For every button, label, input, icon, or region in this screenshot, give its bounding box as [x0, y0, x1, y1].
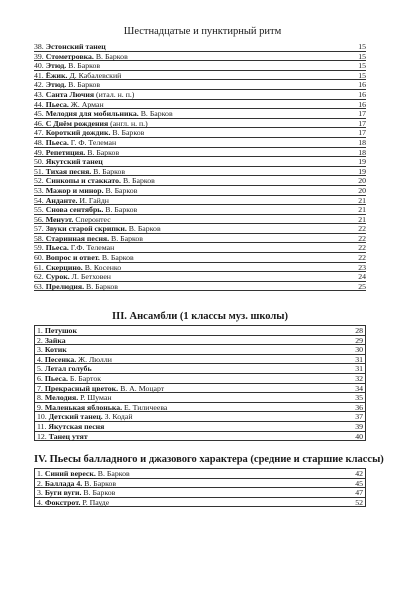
entry-number: 1. [37, 469, 43, 478]
entry-title: Мелодия. [44, 393, 79, 403]
entry-number: 57. [34, 224, 44, 234]
entry-number: 58. [34, 233, 44, 243]
toc-entry [34, 488, 366, 498]
toc-entry [34, 412, 366, 422]
entry-page-number: 20 [358, 176, 366, 186]
toc-entry [34, 71, 366, 81]
toc-entry [34, 234, 366, 244]
entry-number: 62. [34, 272, 44, 282]
entry-number: 45. [34, 109, 44, 119]
entry-title: Этюд. [45, 80, 67, 90]
entry-number: 9. [37, 402, 43, 412]
toc-entry [34, 422, 366, 432]
entry-title: Репетиция. [45, 147, 86, 157]
entry-number: 60. [34, 253, 44, 263]
toc-entry [34, 148, 366, 158]
entry-page-number: 34 [355, 383, 363, 393]
entry-page-number: 29 [355, 335, 363, 345]
entry-composer: В. А. Моцарт [118, 383, 165, 393]
entry-number: 43. [34, 89, 44, 99]
toc-entry [34, 345, 366, 355]
entry-title: Старинная песня. [45, 233, 110, 243]
entry-page-number: 25 [358, 281, 366, 291]
entry-number: 44. [34, 99, 44, 109]
entry-number: 49. [34, 147, 44, 157]
entry-number: 59. [34, 243, 44, 253]
entry-number: 52. [34, 176, 44, 186]
toc-entry [34, 100, 366, 110]
entry-page-number: 15 [358, 70, 366, 80]
entry-composer: (англ. н. п.) [108, 118, 148, 128]
entry-title: Пьеса. [45, 243, 69, 253]
toc-entry [34, 61, 366, 71]
entry-title: Зайка [44, 335, 66, 345]
entry-title: Детский танец. [48, 412, 103, 422]
toc-entry [34, 205, 366, 215]
toc-entry [34, 469, 366, 479]
toc-entry [34, 157, 366, 167]
entry-number: 3. [37, 345, 43, 355]
entry-composer: В. Барков [110, 128, 145, 138]
toc-entry [34, 282, 366, 292]
entry-composer: Л. Бетховен [69, 272, 111, 282]
entry-number: 3. [37, 488, 43, 498]
toc-entry [34, 326, 366, 336]
entry-composer: Б. Барток [67, 373, 102, 383]
toc-entry [34, 498, 366, 508]
entry-page-number: 17 [358, 118, 366, 128]
toc-entry [34, 364, 366, 374]
toc-entry [34, 479, 366, 489]
toc-entry [34, 128, 366, 138]
entry-page-number: 16 [358, 99, 366, 109]
entry-number: 39. [34, 51, 44, 61]
entry-page-number: 23 [358, 262, 366, 272]
entry-title: Ёжик. [45, 70, 68, 80]
entry-number: 38. [34, 42, 44, 51]
entry-composer: В. Барков [103, 185, 138, 195]
entry-composer: В. Барков [91, 166, 126, 176]
entry-composer: В. Барков [126, 224, 161, 234]
running-title: Шестнадцатые и пунктирный ритм [123, 26, 282, 37]
entry-page-number: 22 [358, 243, 366, 253]
entry-number: 61. [34, 262, 44, 272]
entry-composer: Р. Пауде [80, 497, 110, 507]
toc-entry [34, 403, 366, 413]
entry-number: 46. [34, 118, 44, 128]
toc-entry [34, 393, 366, 403]
entry-number: 2. [37, 335, 43, 345]
entry-title: Якутская песня [48, 421, 105, 431]
entry-title: Котик [44, 345, 67, 355]
entry-page-number: 15 [358, 42, 366, 51]
entry-page-number: 39 [355, 421, 363, 431]
entry-number: 10. [37, 412, 47, 422]
entry-number: 11. [37, 421, 47, 431]
entry-title: Синий вереск. [44, 469, 96, 478]
entry-composer: В. Барков [109, 233, 143, 243]
toc-list-part-3 [34, 325, 366, 441]
entry-title: Летал голубь [44, 364, 92, 374]
entry-title: Короткий дождик. [45, 128, 111, 138]
toc-entry [34, 243, 366, 253]
entry-composer: В. Барков [84, 281, 118, 291]
entry-title: Буги вуги. [44, 488, 82, 498]
toc-entry [34, 224, 366, 234]
entry-title: Маленькая яблонька. [44, 402, 123, 412]
toc-entry [34, 432, 366, 442]
toc-entry [34, 42, 366, 52]
entry-title: Прелюдия. [45, 281, 85, 291]
entry-title: Прекрасный цветок. [44, 383, 119, 393]
entry-page-number: 31 [355, 354, 363, 364]
entry-number: 47. [34, 128, 44, 138]
entry-title: С Днём рождения [45, 118, 109, 128]
entry-title: Скерцино. [45, 262, 83, 272]
entry-page-number: 30 [355, 345, 363, 355]
entry-page-number: 19 [358, 157, 366, 167]
entry-title: Снова сентябрь. [45, 205, 104, 215]
toc-entry [34, 52, 366, 62]
entry-composer: В. Барков [103, 205, 138, 215]
entry-title: Андантe. [45, 195, 78, 205]
entry-number: 5. [37, 364, 43, 374]
toc-entry [34, 263, 366, 273]
entry-title: Якутский танец [45, 157, 103, 167]
entry-title: Петушок [44, 326, 77, 335]
entry-title: Тихая песня. [45, 166, 92, 176]
entry-page-number: 37 [355, 412, 363, 422]
entry-page-number: 21 [358, 195, 366, 205]
entry-composer: В. Барков [66, 61, 101, 71]
toc-entry [34, 272, 366, 282]
entry-composer: Г.Ф. Телеман [68, 243, 115, 253]
entry-page-number: 22 [358, 233, 366, 243]
toc-entry [34, 196, 366, 206]
entry-page-number: 24 [358, 272, 366, 282]
entry-page-number: 42 [355, 469, 363, 478]
entry-page-number: 19 [358, 166, 366, 176]
entry-number: 40. [34, 61, 44, 71]
entry-page-number: 20 [358, 185, 366, 195]
toc-entry [34, 138, 366, 148]
entry-page-number: 16 [358, 89, 366, 99]
toc-entry [34, 355, 366, 365]
entry-title: Эстонский танец [45, 42, 106, 51]
entry-title: Танец утят [48, 431, 88, 441]
toc-entry [34, 374, 366, 384]
section-4-heading: IV. Пьесы балладного и джазового характера (средние и старшие классы) [34, 454, 384, 465]
entry-title: Пьеса. [45, 137, 69, 147]
entry-composer: В. Барков [66, 80, 101, 90]
entry-composer: Ж. Арман [68, 99, 104, 109]
entry-title: Песенка. [44, 354, 77, 364]
entry-number: 55. [34, 205, 44, 215]
entry-number: 54. [34, 195, 44, 205]
entry-page-number: 28 [355, 326, 363, 335]
entry-title: Звуки старой скрипки. [45, 224, 127, 234]
entry-title: Мажор и минор. [45, 185, 104, 195]
entry-composer: Д. Кабалевский [67, 70, 122, 80]
entry-page-number: 47 [355, 488, 363, 498]
toc-entry [34, 90, 366, 100]
entry-page-number: 16 [358, 80, 366, 90]
entry-composer: З. Кодай [102, 412, 133, 422]
toc-entry [34, 384, 366, 394]
toc-list-part-4 [34, 468, 366, 507]
entry-number: 2. [37, 478, 43, 488]
toc-entry [34, 119, 366, 129]
entry-composer: (итал. н. п.) [94, 89, 135, 99]
entry-title: Сурок. [45, 272, 70, 282]
entry-page-number: 36 [355, 402, 363, 412]
entry-composer: В. Барков [99, 253, 134, 263]
entry-composer: Г. Ф. Телеман [68, 137, 117, 147]
entry-number: 4. [37, 497, 43, 507]
entry-number: 8. [37, 393, 43, 403]
entry-number: 48. [34, 137, 44, 147]
entry-number: 7. [37, 383, 43, 393]
entry-title: Фокстрот. [44, 497, 81, 507]
entry-page-number: 21 [358, 205, 366, 215]
entry-page-number: 17 [358, 128, 366, 138]
entry-page-number: 31 [355, 364, 363, 374]
entry-page-number: 15 [358, 51, 366, 61]
toc-entry [34, 215, 366, 225]
toc-entry [34, 167, 366, 177]
entry-number: 12. [37, 431, 47, 441]
entry-number: 6. [37, 373, 43, 383]
section-3-heading: III. Ансамбли (1 классы муз. школы) [112, 311, 288, 322]
entry-page-number: 52 [355, 497, 363, 507]
entry-composer: В. Косенко [82, 262, 122, 272]
entry-composer: В. Барков [93, 51, 128, 61]
entry-page-number: 22 [358, 253, 366, 263]
entry-title: Менуэт. [45, 214, 74, 224]
entry-page-number: 45 [355, 478, 363, 488]
entry-composer: В. Барков [121, 176, 155, 186]
toc-entry [34, 253, 366, 263]
entry-title: Санта Лючия [45, 89, 95, 99]
entry-page-number: 17 [358, 109, 366, 119]
entry-title: Синкопы и стаккато. [45, 176, 121, 186]
entry-title: Вопрос и ответ. [45, 253, 100, 263]
entry-page-number: 21 [358, 214, 366, 224]
entry-page-number: 32 [355, 373, 363, 383]
toc-entry [34, 109, 366, 119]
entry-composer: В. Барков [95, 469, 130, 478]
toc-entry [34, 186, 366, 196]
entry-number: 53. [34, 185, 44, 195]
entry-page-number: 40 [355, 431, 363, 441]
entry-number: 4. [37, 354, 43, 364]
entry-composer: В. Барков [85, 147, 120, 157]
entry-title: Мелодия для мобильника. [45, 109, 139, 119]
entry-number: 63. [34, 281, 44, 291]
entry-title: Этюд. [45, 61, 67, 71]
entry-number: 51. [34, 166, 44, 176]
entry-composer: Р. Шуман [78, 393, 112, 403]
entry-composer: Е. Тиличеева [122, 402, 168, 412]
entry-composer: В. Барков [81, 488, 116, 498]
entry-title: Пьеса. [45, 99, 69, 109]
entry-page-number: 22 [358, 224, 366, 234]
entry-number: 56. [34, 214, 44, 224]
toc-list-part-2 [34, 42, 366, 291]
toc-entry [34, 176, 366, 186]
entry-composer: В. Барков [82, 478, 117, 488]
entry-page-number: 15 [358, 61, 366, 71]
entry-number: 41. [34, 70, 44, 80]
entry-title: Баллада 4. [44, 478, 83, 488]
entry-number: 1. [37, 326, 43, 335]
entry-title: Стометровка. [45, 51, 94, 61]
entry-page-number: 18 [358, 147, 366, 157]
entry-page-number: 18 [358, 137, 366, 147]
entry-composer: Сперонтес [73, 214, 111, 224]
entry-title: Пьеса. [44, 373, 68, 383]
entry-composer: В. Барков [138, 109, 173, 119]
entry-composer: Ж. Люлли [76, 354, 112, 364]
entry-composer: И. Гайдн [77, 195, 109, 205]
entry-page-number: 35 [355, 393, 363, 403]
toc-entry [34, 80, 366, 90]
entry-number: 42. [34, 80, 44, 90]
entry-number: 50. [34, 157, 44, 167]
toc-entry [34, 336, 366, 346]
